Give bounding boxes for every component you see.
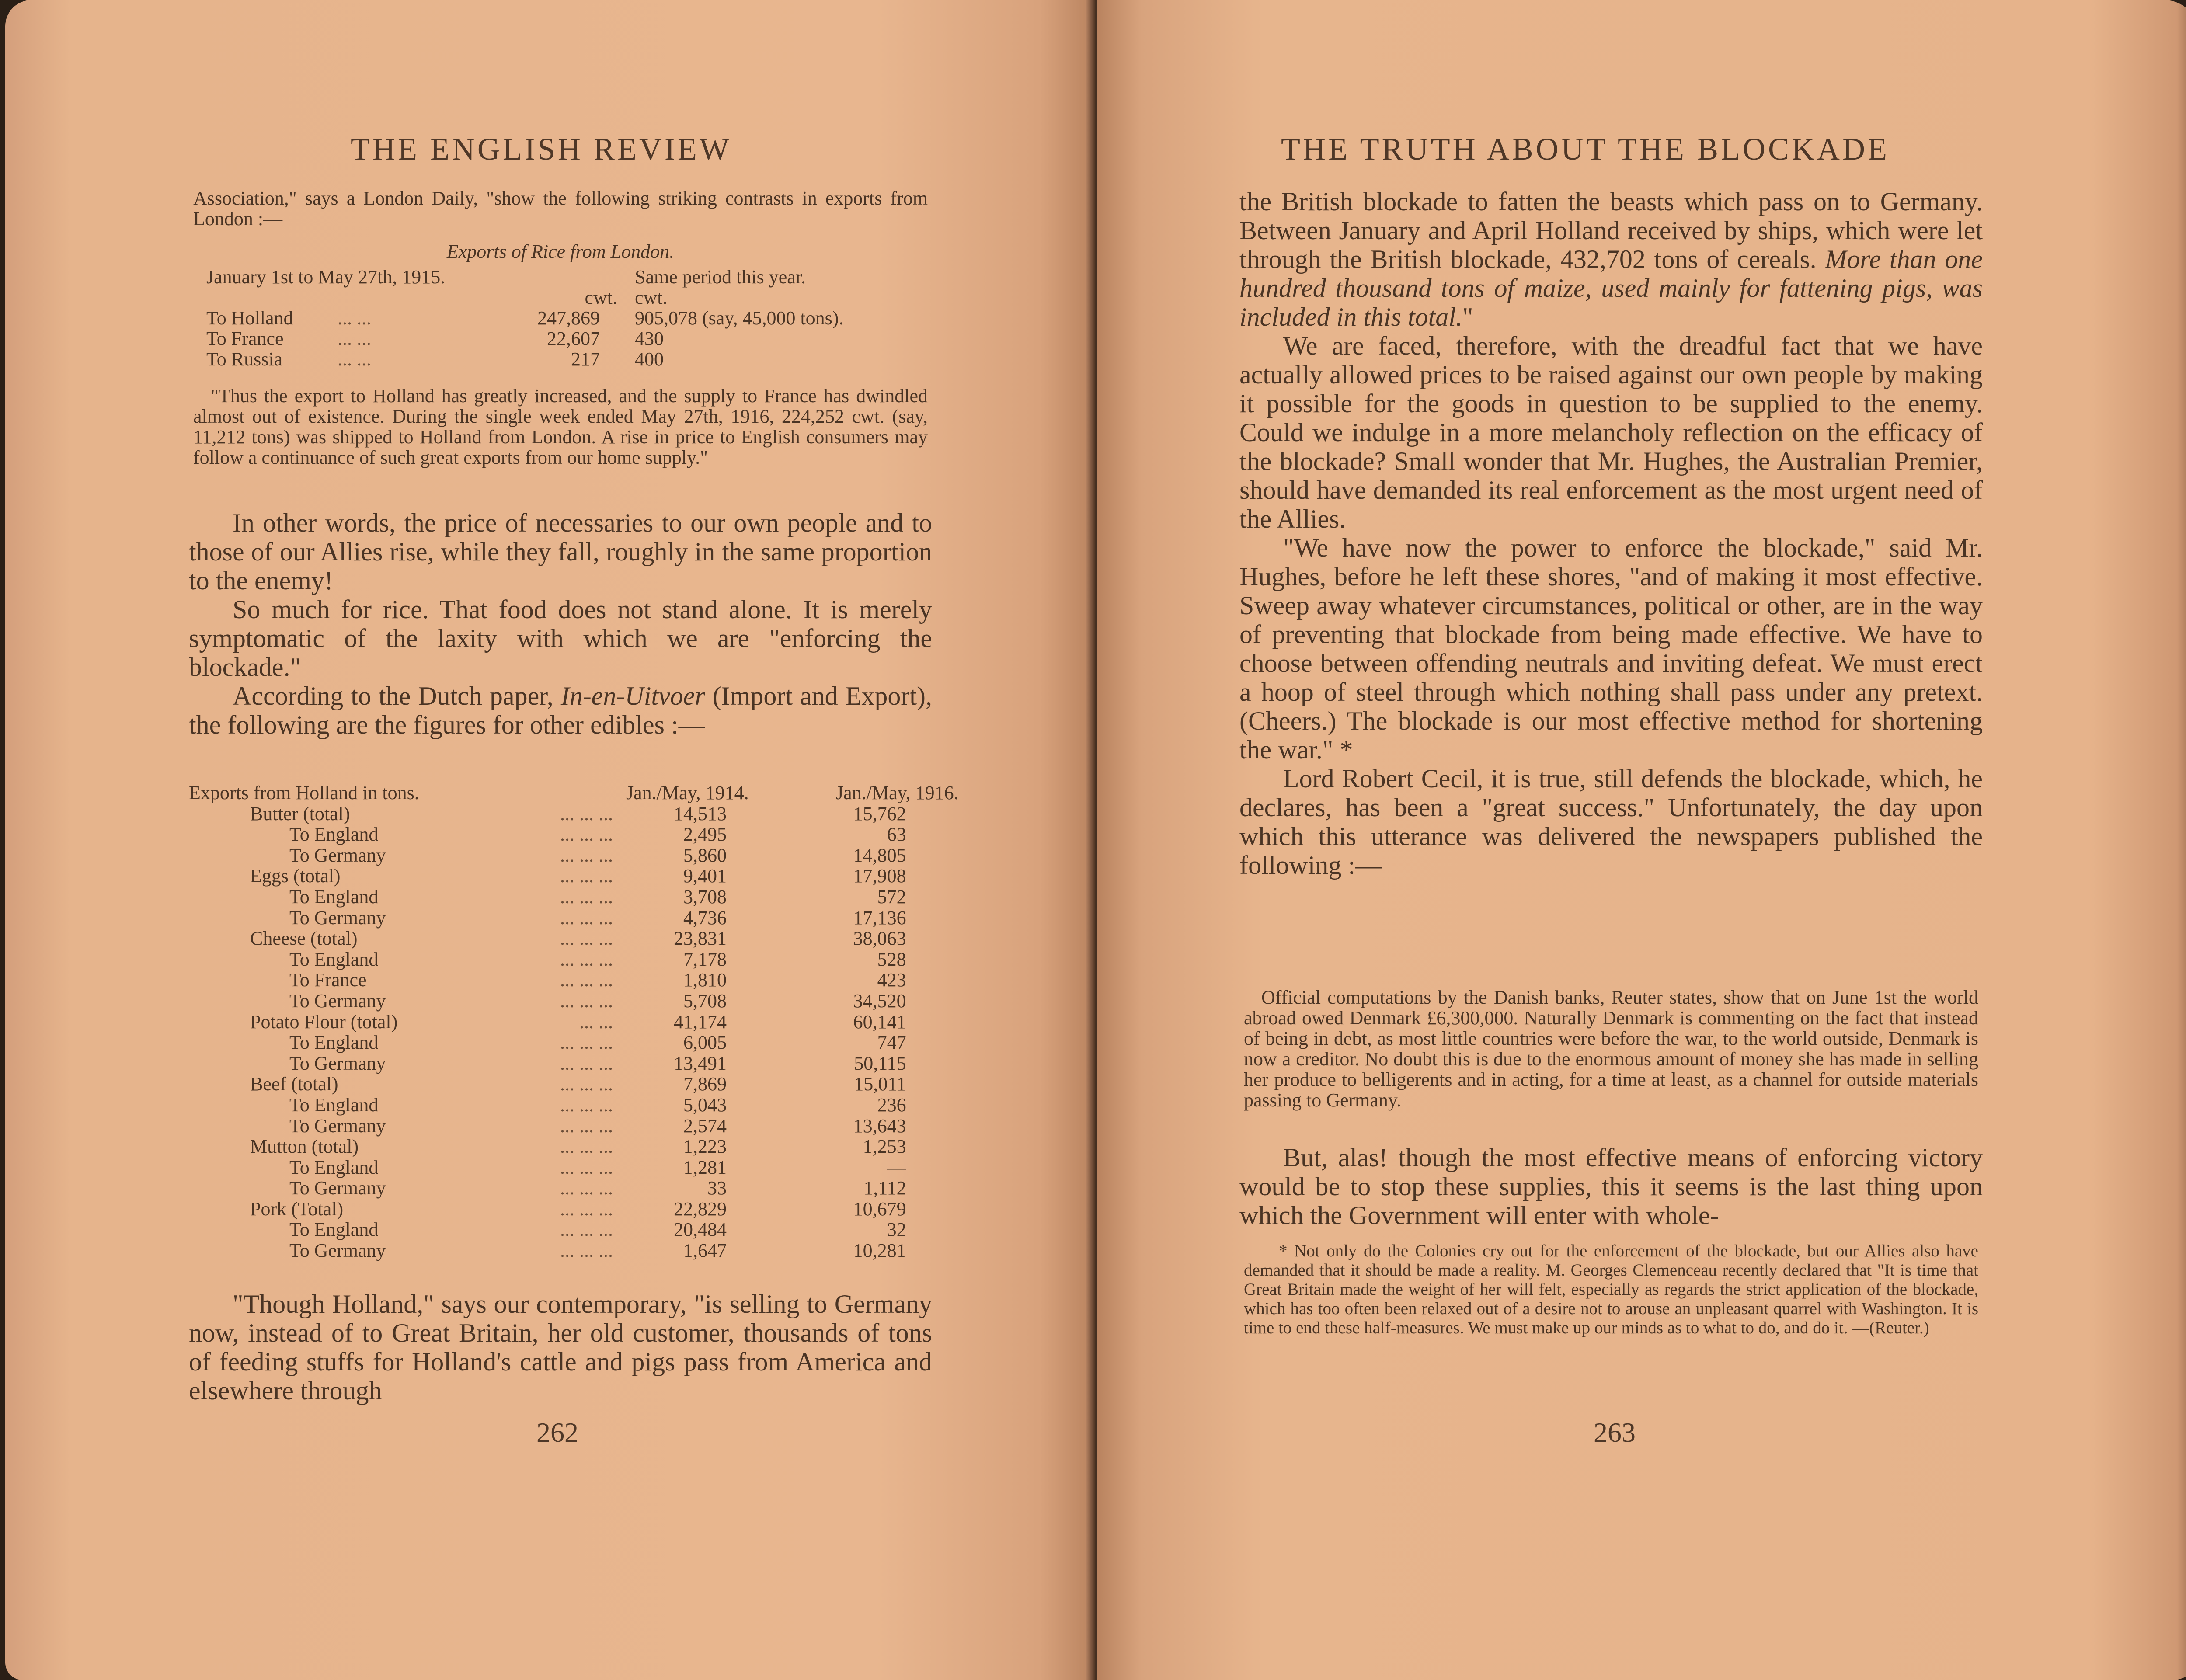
rice-exports-table <box>206 267 843 369</box>
export-row-label: Pork (Total) <box>250 1198 344 1220</box>
export-row-1914: 9,401 <box>683 865 727 887</box>
export-row-1914: 1,223 <box>683 1136 727 1158</box>
export-row-dots: ... ... ... <box>560 1032 613 1054</box>
rice-row-label: To Holland <box>206 307 293 329</box>
rice-col2-header: Same period this year. <box>635 266 806 288</box>
paragraph: But, alas! though the most effective means of enforcing victory would be to stop these supplies, this it seems is the last thing upon which the Government will enter with whole- <box>1239 1143 1983 1230</box>
export-row-1916: 60,141 <box>853 1011 906 1033</box>
left-body-upper <box>189 508 932 739</box>
table-row <box>189 824 959 845</box>
right-body-upper <box>1239 187 1983 880</box>
table-row <box>189 845 959 866</box>
export-row-1914: 22,829 <box>674 1198 727 1220</box>
paragraph: In other words, the price of necessaries to our own people and to those of our Allies rise, while they fall, roughly in the same proportion to the enemy! <box>189 508 932 595</box>
export-row-1914: 5,043 <box>683 1094 727 1116</box>
export-row-1914: 1,281 <box>683 1156 727 1178</box>
export-row-label: Eggs (total) <box>250 865 341 887</box>
export-row-label: To England <box>289 1219 379 1241</box>
table-row <box>189 1074 959 1095</box>
table-row <box>189 991 959 1012</box>
table-row <box>189 1116 959 1137</box>
danish-quote: Official computations by the Danish banks, Reuter states, show that on June 1st the world abroad owed Denmark £6,300,000. Naturally Denmark is commenting on the fact that instead of being in debt, as most little countries were before the war, to the world outside, Denmark is now a creditor. No doubt this is due to the enormous amount of money she has made in selling her produce to belligerents and in acting, for a time at least, as a channel for outside materials passing to Germany. <box>1244 987 1978 1111</box>
table-row <box>189 1157 959 1178</box>
rice-unit2: cwt. <box>635 287 668 308</box>
export-row-1916: 15,011 <box>854 1073 906 1095</box>
footnote: * Not only do the Colonies cry out for the enforcement of the blockade, but our Allies also have demanded that it should be made a reality. M. Georges Clemenceau recently declared that "It is time that Great Britain made the weight of her will felt, especially as regards the strict application of the blockade, which has too often been relaxed out of a desire not to arouse an unpleasant quarrel with Washington. It is time to end these half-measures. We must make up our minds as to what to do, and do it. —(Reuter.) <box>1244 1242 1978 1337</box>
right-body-lower <box>1239 1143 1983 1230</box>
rice-quote: "Thus the export to Holland has greatly increased, and the supply to France has dwindled almost out of existence. During the single week ended May 27th, 1916, 224,252 cwt. (say, 11,212 tons) was shipped to Holland from London. A rise in price to English consumers may follow a continuance of such great exports from our home supply." <box>193 385 928 468</box>
export-row-dots: ... ... ... <box>560 803 613 824</box>
export-row-1916: — <box>887 1156 906 1178</box>
table-row <box>189 1136 959 1157</box>
left-page <box>5 0 1094 1680</box>
export-row-label: To Germany <box>289 1115 386 1137</box>
rice-row-label: To France <box>206 328 284 349</box>
table-row <box>189 1199 959 1220</box>
table-row <box>189 949 959 970</box>
table-row <box>189 970 959 991</box>
intro-text: Association," says a London Daily, "show the following striking contrasts in exports from London :— <box>193 188 928 230</box>
table-row <box>206 308 843 328</box>
table-row <box>189 1032 959 1053</box>
table-row <box>206 349 843 369</box>
export-row-1916: 17,136 <box>853 907 906 929</box>
export-row-1914: 20,484 <box>674 1219 727 1241</box>
export-row-1914: 13,491 <box>674 1052 727 1074</box>
export-row-label: To Germany <box>289 844 386 866</box>
export-row-1916: 10,281 <box>853 1240 906 1262</box>
rice-row-dots: ... ... <box>338 307 371 329</box>
export-row-1916: 15,762 <box>853 803 906 824</box>
rice-unit1: cwt. <box>585 287 617 308</box>
export-row-label: To England <box>289 948 379 970</box>
rice-row-dots: ... ... <box>338 348 371 370</box>
export-row-label: To Germany <box>289 1052 386 1074</box>
export-row-label: To England <box>289 886 379 908</box>
table-row <box>189 1012 959 1033</box>
export-row-1916: 747 <box>877 1032 906 1054</box>
export-row-dots: ... ... ... <box>560 1073 613 1095</box>
export-row-dots: ... ... ... <box>560 1052 613 1074</box>
export-row-dots: ... ... ... <box>560 1240 613 1262</box>
export-row-1914: 7,869 <box>683 1073 727 1095</box>
export-row-label: To France <box>289 969 367 991</box>
export-row-dots: ... ... ... <box>560 948 613 970</box>
export-row-1916: 13,643 <box>853 1115 906 1137</box>
export-row-1916: 572 <box>877 886 906 908</box>
export-row-1914: 33 <box>707 1177 727 1199</box>
export-row-label: To England <box>289 1094 379 1116</box>
left-page-number: 262 <box>536 1417 578 1448</box>
export-row-1916: 236 <box>877 1094 906 1116</box>
export-row-label: To England <box>289 1032 379 1054</box>
right-page-number: 263 <box>1594 1417 1636 1448</box>
export-row-1914: 5,708 <box>683 990 727 1012</box>
table-row <box>189 866 959 887</box>
table-row <box>189 1219 959 1240</box>
export-row-label: Cheese (total) <box>250 928 358 950</box>
paragraph: "We have now the power to enforce the blockade," said Mr. Hughes, before he left these shores, "and of making it most effective. Sweep away whatever circumstances, political or other, are in the way of preventing that blockade from being made effective. We have to choose between offending neutrals and inviting defeat. We must erect a hoop of steel through which nothing shall pass under any pretext. (Cheers.) The blockade is our most effective method for shortening the war." * <box>1239 533 1983 764</box>
paragraph: the British blockade to fatten the beasts which pass on to Germany. Between January and April Holland received by ships, which were let through the British blockade, 432,702 tons of cereals. More than one hundred thousand tons of maize, used mainly for fattening pigs, was included in this total." <box>1239 187 1983 331</box>
table-row <box>189 1240 959 1261</box>
export-row-1914: 3,708 <box>683 886 727 908</box>
rice-row-dots: ... ... <box>338 328 371 349</box>
exports-header-label: Exports from Holland in tons. <box>189 782 419 803</box>
export-row-1914: 1,647 <box>683 1240 727 1262</box>
export-row-label: Butter (total) <box>250 803 350 824</box>
rice-table-caption: Exports of Rice from London. <box>446 241 675 262</box>
export-row-dots: ... ... <box>579 1011 613 1033</box>
left-running-head: THE ENGLISH REVIEW <box>351 132 732 167</box>
paragraph: "Though Holland," says our contemporary, "is selling to Germany now, instead of to Great Britain, her old customer, thousands of tons of feeding stuffs for Holland's cattle and pigs pass from America and elsewhere through <box>189 1290 932 1405</box>
export-row-label: To Germany <box>289 990 386 1012</box>
export-row-dots: ... ... ... <box>560 928 613 950</box>
paragraph: We are faced, therefore, with the dreadful fact that we have actually allowed prices to be raised against our own people by making it possible for the goods in question to be supplied to the enemy. Could we indulge in a more melancholy reflection on the efficacy of the blockade? Small wonder that Mr. Hughes, the Australian Premier, should have demanded its real enforcement as the most urgent need of the Allies. <box>1239 331 1983 533</box>
table-row <box>206 328 843 349</box>
export-row-1916: 14,805 <box>853 844 906 866</box>
export-row-label: Potato Flour (total) <box>250 1011 398 1033</box>
rice-row-1916: 400 <box>635 348 664 370</box>
rice-col1-header: January 1st to May 27th, 1915. <box>206 266 446 288</box>
paragraph: According to the Dutch paper, In-en-Uitvoer (Import and Export), the following are the figures for other edibles :— <box>189 682 932 739</box>
export-row-1916: 1,112 <box>863 1177 906 1199</box>
table-row <box>189 928 959 949</box>
export-row-dots: ... ... ... <box>560 1219 613 1241</box>
export-row-dots: ... ... ... <box>560 1156 613 1178</box>
export-row-dots: ... ... ... <box>560 1198 613 1220</box>
export-row-1916: 34,520 <box>853 990 906 1012</box>
export-row-1914: 1,810 <box>683 969 727 991</box>
export-row-dots: ... ... ... <box>560 990 613 1012</box>
export-row-label: To Germany <box>289 907 386 929</box>
export-row-1914: 14,513 <box>674 803 727 824</box>
export-row-label: Beef (total) <box>250 1073 338 1095</box>
export-row-1916: 50,115 <box>854 1052 906 1074</box>
export-row-1916: 38,063 <box>853 928 906 950</box>
export-row-dots: ... ... ... <box>560 969 613 991</box>
right-running-head: THE TRUTH ABOUT THE BLOCKADE <box>1281 132 1890 167</box>
export-row-1914: 2,574 <box>683 1115 727 1137</box>
table-row <box>189 887 959 908</box>
export-row-dots: ... ... ... <box>560 844 613 866</box>
export-row-label: To Germany <box>289 1240 386 1262</box>
exports-header-1914: Jan./May, 1914. <box>626 782 749 803</box>
paragraph: Lord Robert Cecil, it is true, still defends the blockade, which, he declares, has been a "great success." Unfortunately, the day upon which this utterance was delivered the newspapers published the following :— <box>1239 764 1983 880</box>
export-row-1914: 6,005 <box>683 1032 727 1054</box>
export-row-1916: 63 <box>887 824 906 845</box>
export-row-label: Mutton (total) <box>250 1136 359 1158</box>
export-row-1916: 17,908 <box>853 865 906 887</box>
export-row-dots: ... ... ... <box>560 824 613 845</box>
export-row-1916: 10,679 <box>853 1198 906 1220</box>
table-row <box>189 1178 959 1199</box>
export-row-dots: ... ... ... <box>560 1115 613 1137</box>
export-row-1916: 1,253 <box>863 1136 906 1158</box>
export-row-1914: 2,495 <box>683 824 727 845</box>
rice-row-1915: 217 <box>571 348 600 370</box>
left-body-lower <box>189 1290 932 1405</box>
export-row-label: To England <box>289 1156 379 1178</box>
export-row-dots: ... ... ... <box>560 886 613 908</box>
export-row-1914: 7,178 <box>683 948 727 970</box>
export-row-1916: 528 <box>877 948 906 970</box>
paragraph: So much for rice. That food does not stand alone. It is merely symptomatic of the laxity with which we are "enforcing the blockade." <box>189 595 932 682</box>
export-row-1916: 423 <box>877 969 906 991</box>
rice-row-1915: 247,869 <box>537 307 600 329</box>
export-row-1914: 4,736 <box>683 907 727 929</box>
rice-row-label: To Russia <box>206 348 283 370</box>
export-row-1914: 5,860 <box>683 844 727 866</box>
export-row-label: To Germany <box>289 1177 386 1199</box>
export-row-dots: ... ... ... <box>560 1177 613 1199</box>
export-row-dots: ... ... ... <box>560 907 613 929</box>
export-row-1914: 23,831 <box>674 928 727 950</box>
table-row <box>189 1053 959 1074</box>
table-row <box>189 803 959 824</box>
export-row-label: To England <box>289 824 379 845</box>
exports-header-1916: Jan./May, 1916. <box>836 782 959 803</box>
export-row-1916: 32 <box>887 1219 906 1241</box>
holland-exports-table <box>189 783 959 1261</box>
right-page <box>1097 0 2186 1680</box>
export-row-dots: ... ... ... <box>560 1136 613 1158</box>
table-row <box>189 1095 959 1116</box>
table-row <box>189 908 959 929</box>
rice-row-1916: 430 <box>635 328 664 349</box>
rice-row-1915: 22,607 <box>547 328 600 349</box>
export-row-1914: 41,174 <box>674 1011 727 1033</box>
export-row-dots: ... ... ... <box>560 865 613 887</box>
rice-row-1916: 905,078 (say, 45,000 tons). <box>635 307 844 329</box>
export-row-dots: ... ... ... <box>560 1094 613 1116</box>
